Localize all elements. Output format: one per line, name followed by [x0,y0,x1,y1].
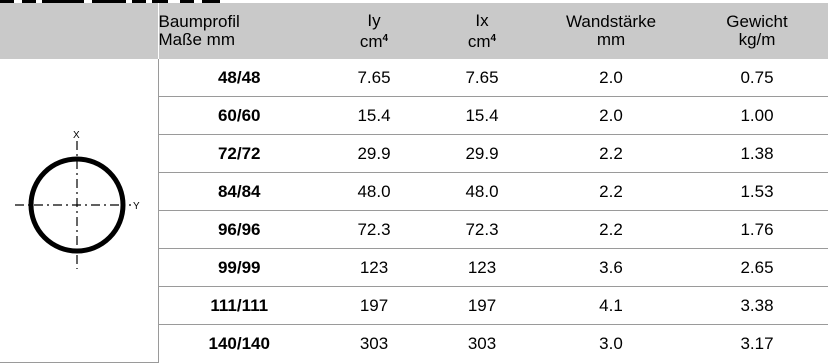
cell-iy: 15.4 [320,97,428,135]
cell-ix: 72.3 [428,211,536,249]
cell-iy: 7.65 [320,59,428,97]
cell-iy: 48.0 [320,173,428,211]
cell-weight: 3.17 [740,333,774,353]
cell-profile: 111/111 [158,287,320,325]
cell-wall: 2.2 [536,135,686,173]
cell-ix: 7.65 [428,59,536,97]
cell-weight: 1.53 [686,173,828,211]
cell-weight: 3.38 [686,287,828,325]
profile-spec-table [0,3,828,363]
cell-weight: 0.75 [686,59,828,97]
profile-cross-section-diagram [0,59,158,362]
cell-ix: 48.0 [428,173,536,211]
cell-weight: 1.76 [686,211,828,249]
cell-profile: 96/96 [158,211,320,249]
cell-profile: 60/60 [158,97,320,135]
cell-ix: 123 [428,249,536,287]
cell-iy: 123 [320,249,428,287]
cell-wall: 3.0 [599,333,623,353]
cell-wall: 2.2 [536,173,686,211]
table-row [0,59,828,97]
cell-ix: 303 [467,333,497,353]
cell-weight: 2.65 [686,249,828,287]
cell-ix: 197 [428,287,536,325]
cell-profile: 99/99 [158,249,320,287]
cell-iy: 303 [359,333,389,353]
cell-weight: 1.00 [686,97,828,135]
cell-ix: 29.9 [428,135,536,173]
cell-wall: 4.1 [536,287,686,325]
header-iy: Iy $cm^4$ [320,3,428,59]
cell-ix: 15.4 [428,97,536,135]
cell-profile: 48/48 [158,59,320,97]
cell-profile: 72/72 [158,135,320,173]
cell-wall: 3.6 [536,249,686,287]
cell-wall: 2.2 [536,211,686,249]
cell-wall: 2.0 [536,97,686,135]
cell-iy: 72.3 [320,211,428,249]
axis-y-label: Y [132,201,140,213]
round-tube-section-icon [13,127,145,277]
header-wall-thickness: Wandstärke mm [536,3,686,59]
cell-wall: 2.0 [536,59,686,97]
cell-iy: 197 [320,287,428,325]
header-ix: Ix $cm^4$ [428,3,536,59]
cell-profile: 140/140 [208,333,270,353]
table-header-row [0,3,828,59]
header-empty-cell [0,3,158,59]
header-profile-size: Baumprofil Maße mm [158,3,320,59]
header-weight: Gewicht kg/m [686,3,828,59]
cell-profile: 84/84 [158,173,320,211]
axis-x-label: X [72,130,80,142]
cell-weight: 1.38 [686,135,828,173]
cell-iy: 29.9 [320,135,428,173]
